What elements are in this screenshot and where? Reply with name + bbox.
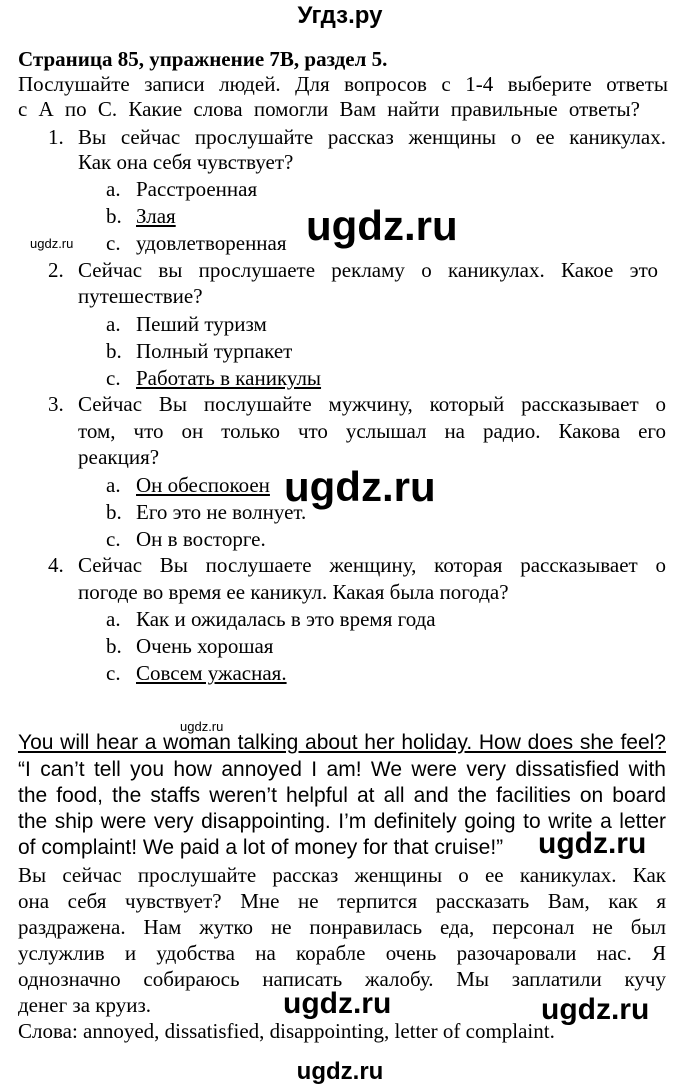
intro-line-2: с А по С. Какие слова помогли Вам найти правильные ответы? (18, 97, 640, 121)
option-letter: c. (106, 527, 121, 551)
transcript-quote-line: the food, the staffs weren’t helpful at all and the facilities on board (18, 784, 666, 807)
watermark: ugdz.ru (284, 463, 436, 510)
watermark-small: ugdz.ru (180, 719, 224, 734)
question-number: 3. (48, 392, 64, 416)
option-letter: a. (106, 607, 121, 631)
question-text: Сейчас Вы послушаете женщину, которая рассказывает о (78, 553, 666, 577)
page-heading: Страница 85, упражнение 7B, раздел 5. (18, 47, 388, 71)
option-letter: c. (106, 661, 121, 685)
option-text-answer: Совсем ужасная. (136, 661, 287, 685)
question-text: Сейчас Вы послушайте мужчину, который рассказывает о (78, 392, 666, 416)
watermark: ugdz.ru (538, 827, 647, 860)
question-text: Как она себя чувствует? (78, 150, 294, 174)
question-text: погоде во время ее каникул. Какая была погода? (78, 580, 509, 604)
site-title: Угдз.ру (297, 2, 383, 29)
translation-line: услужлив и удобства на корабле очень разочаровали нас. Я (18, 941, 666, 965)
watermark: ugdz.ru (306, 202, 458, 249)
option-letter: a. (106, 177, 121, 201)
transcript-question: You will hear a woman talking about her holiday. How does she feel? (18, 731, 666, 754)
question-text: Сейчас вы прослушаете рекламу о каникулах. Какое это (78, 258, 658, 282)
question-text: реакция? (78, 445, 160, 469)
option-text: Как и ожидалась в это время года (136, 607, 436, 631)
option-letter: c. (106, 231, 121, 255)
translation-line: однозначно собираюсь написать жалобу. Мы заплатили кучу (18, 967, 666, 991)
intro-line-1: Послушайте записи людей. Для вопросов с 1-4 выберите ответы (18, 72, 668, 96)
transcript-quote-line: “I can’t tell you how annoyed I am! We were very dissatisfied with (18, 758, 666, 781)
option-text: удовлетворенная (136, 231, 287, 255)
option-text-answer: Злая (136, 204, 176, 228)
option-letter: b. (106, 339, 122, 363)
watermark: ugdz.ru (541, 993, 650, 1026)
option-text: Расстроенная (136, 177, 258, 201)
question-number: 2. (48, 258, 64, 282)
option-text: Он в восторге. (136, 527, 266, 551)
option-letter: b. (106, 634, 122, 658)
option-letter: b. (106, 500, 122, 524)
translation-line: она себя чувствует? Мне не терпится рассказать Вам, как я (18, 889, 666, 913)
option-text: Пеший туризм (136, 312, 267, 336)
footer-watermark: ugdz.ru (296, 1058, 384, 1085)
option-text: Полный турпакет (136, 339, 293, 363)
keywords-line: Слова: annoyed, dissatisfied, disappointing, letter of complaint. (18, 1019, 555, 1043)
watermark-small: ugdz.ru (30, 236, 74, 251)
option-letter: a. (106, 312, 121, 336)
transcript-quote-line: the ship were very disappointing. I’m definitely going to write a letter (18, 810, 666, 833)
transcript-quote-line: of complaint! We paid a lot of money for that cruise!” (18, 836, 504, 859)
question-number: 4. (48, 553, 64, 577)
option-text: Его это не волнует. (136, 500, 307, 524)
question-text: том, что он только что услышал на радио. Какова его (78, 419, 666, 443)
question-text: путешествие? (78, 284, 203, 308)
question-number: 1. (48, 125, 64, 149)
option-letter: b. (106, 204, 122, 228)
translation-line: денег за круиз. (18, 993, 152, 1017)
question-text: Вы сейчас прослушайте рассказ женщины о ее каникулах. (78, 125, 666, 149)
option-text-answer: Работать в каникулы (136, 366, 322, 390)
translation-line: раздражена. Нам жутко не понравилась еда, персонал не был (18, 915, 666, 939)
translation-line: Вы сейчас прослушайте рассказ женщины о ее каникулах. Как (18, 863, 666, 887)
option-text: Очень хорошая (136, 634, 274, 658)
watermark: ugdz.ru (283, 987, 392, 1020)
option-letter: c. (106, 366, 121, 390)
option-text-answer: Он обеспокоен (136, 473, 270, 497)
option-letter: a. (106, 473, 121, 497)
